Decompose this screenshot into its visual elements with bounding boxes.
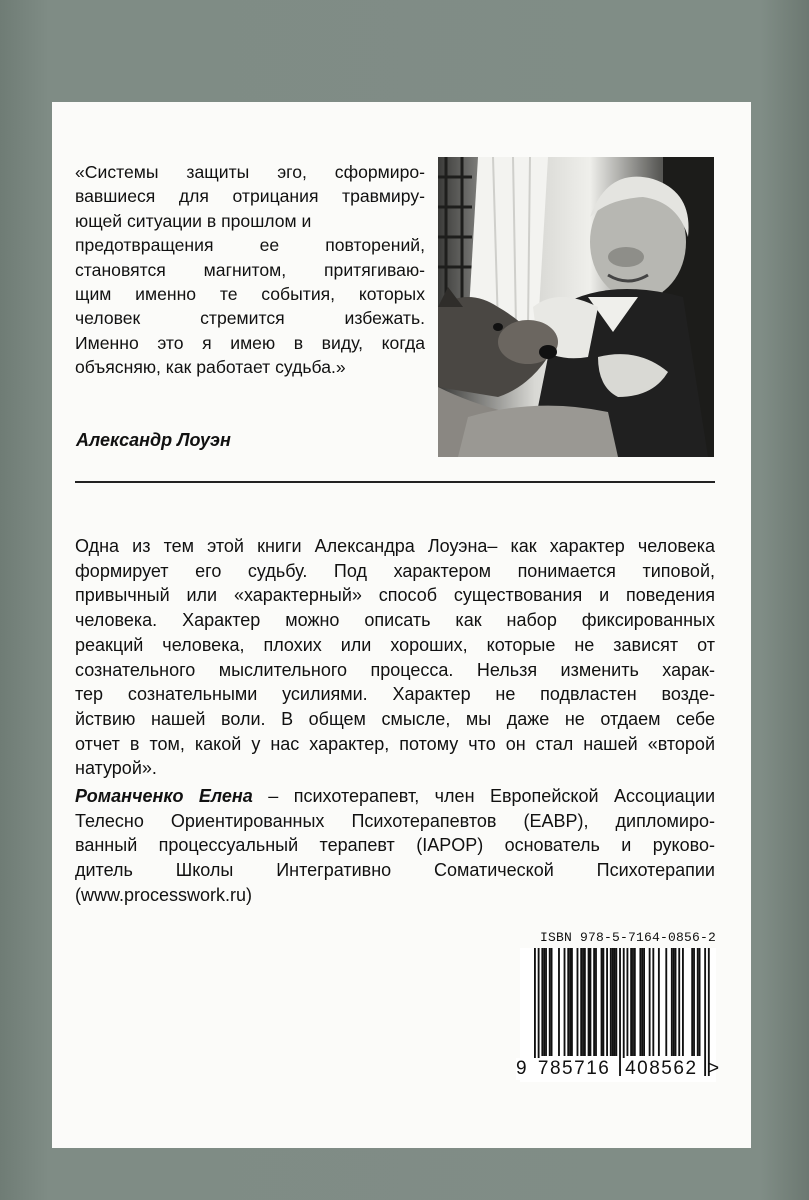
lowen-quote — [75, 160, 425, 380]
barcode-bar — [606, 948, 608, 1056]
description-line: реакций человека, плохих или хороших, которые не зависят от — [75, 634, 715, 655]
quote-line: щим именно те события, которых — [75, 284, 425, 305]
barcode-bar — [580, 948, 582, 1056]
barcode-bar — [551, 948, 553, 1056]
barcode-bar — [699, 948, 701, 1056]
barcode-bar — [671, 948, 673, 1056]
description-line: отчет в том, какой у нас характер, потому что он стал нашей «второй — [75, 733, 715, 754]
barcode-bar — [691, 948, 693, 1056]
barcode-digit-first: 9 — [516, 1058, 533, 1080]
barcode-bar — [595, 948, 597, 1056]
description-line: сознательного мыслительного процесса. Нельзя изменить харак- — [75, 659, 715, 680]
bio-first-line — [75, 784, 715, 809]
bio-line: дитель Школы Интегративно Соматической Психотерапии — [75, 860, 715, 881]
section-divider — [75, 481, 715, 483]
quote-line: «Системы защиты эго, сформиро- — [75, 162, 425, 182]
quote-line: ющей ситуации в прошлом и — [75, 210, 312, 231]
barcode-bar — [545, 948, 547, 1056]
barcode-bar — [610, 948, 612, 1056]
quote-line: Именно это я имею в виду, когда — [75, 332, 425, 353]
barcode-bar — [675, 948, 677, 1056]
quote-author: Александр Лоуэн — [76, 430, 231, 450]
barcode-bar — [627, 948, 629, 1056]
bio-first-line-rest: – психотерапевт, член Европейской Ассоциации — [252, 786, 715, 806]
barcode-bar — [543, 948, 545, 1056]
quote-line: человек стремится избежать. — [75, 308, 425, 329]
barcode-bar — [567, 948, 569, 1056]
quote-line: объясняю, как работает судьба.» — [75, 357, 346, 378]
barcode-bar — [697, 948, 699, 1056]
barcode-bar — [634, 948, 636, 1056]
barcode-bar — [649, 948, 651, 1056]
barcode-digits-group1: 785716 — [533, 1058, 614, 1080]
description-line: формирует его судьбу. Под характером понимается типовой, — [75, 560, 715, 581]
barcode-digits — [516, 1054, 720, 1080]
description-line: привычный или «характерный» способ существования и поведения — [75, 585, 715, 606]
barcode-bar — [641, 948, 643, 1056]
barcode-bar — [652, 948, 654, 1056]
description-line: тер сознательными усилиями. Характер не подвластен возде- — [75, 684, 715, 705]
bio-line: (www.processwork.ru) — [75, 884, 253, 905]
quote-line: вавшиеся для отрицания травмиру- — [75, 186, 425, 207]
barcode-bar — [549, 948, 551, 1056]
translator-bio — [75, 784, 715, 908]
bio-name: Романченко Елена — [75, 786, 253, 806]
barcode-digits-group2: 408562 — [621, 1058, 702, 1080]
barcode-bar — [612, 948, 614, 1056]
barcode-bar — [673, 948, 675, 1056]
barcode-bar — [665, 948, 667, 1056]
author-photo — [438, 157, 714, 457]
barcode-bar — [643, 948, 645, 1056]
barcode-bar — [602, 948, 604, 1056]
barcode-bar — [558, 948, 560, 1056]
quote-line: предотвращения ее повторений, — [75, 235, 425, 256]
isbn-label: ISBN 978-5-7164-0856-2 — [539, 930, 716, 945]
barcode-bar — [571, 948, 573, 1056]
quote-line: становятся магнитом, притягиваю- — [75, 259, 425, 280]
book-description — [75, 534, 715, 781]
barcode-bar — [682, 948, 684, 1056]
photo-icon — [438, 157, 714, 457]
barcode-bar — [693, 948, 695, 1056]
barcode-bar — [593, 948, 595, 1056]
barcode-bar — [590, 948, 592, 1056]
barcode-bar — [615, 948, 617, 1056]
barcode-bar — [564, 948, 566, 1056]
barcode-bar — [584, 948, 586, 1056]
barcode-bar — [632, 948, 634, 1056]
bio-line: Телесно Ориентированных Психотерапевтов (ЕАВР), дипломиро- — [75, 810, 715, 831]
description-line: человека. Характер можно описать как набор фиксированных — [75, 610, 715, 631]
barcode-bar — [678, 948, 680, 1056]
barcode-bar — [658, 948, 660, 1056]
barcode-bar — [588, 948, 590, 1056]
barcode-arrow: > — [708, 1058, 720, 1079]
barcode-bar — [569, 948, 571, 1056]
barcode-bar — [582, 948, 584, 1056]
barcode-bar — [601, 948, 603, 1056]
description-line: натурой». — [75, 758, 157, 779]
barcode-bar — [630, 948, 632, 1056]
description-line: Одна из тем этой книги Александра Лоуэна– как характер человека — [75, 536, 715, 556]
barcode-bar — [614, 948, 616, 1056]
description-line: йствию нашей воли. В общем смысле, мы даже не отдаем себе — [75, 708, 715, 729]
barcode-bar — [541, 948, 543, 1056]
barcode-bar — [577, 948, 579, 1056]
barcode-bar — [639, 948, 641, 1056]
bio-line: ванный процессуальный терапевт (IAPOP) основатель и руково- — [75, 835, 715, 856]
